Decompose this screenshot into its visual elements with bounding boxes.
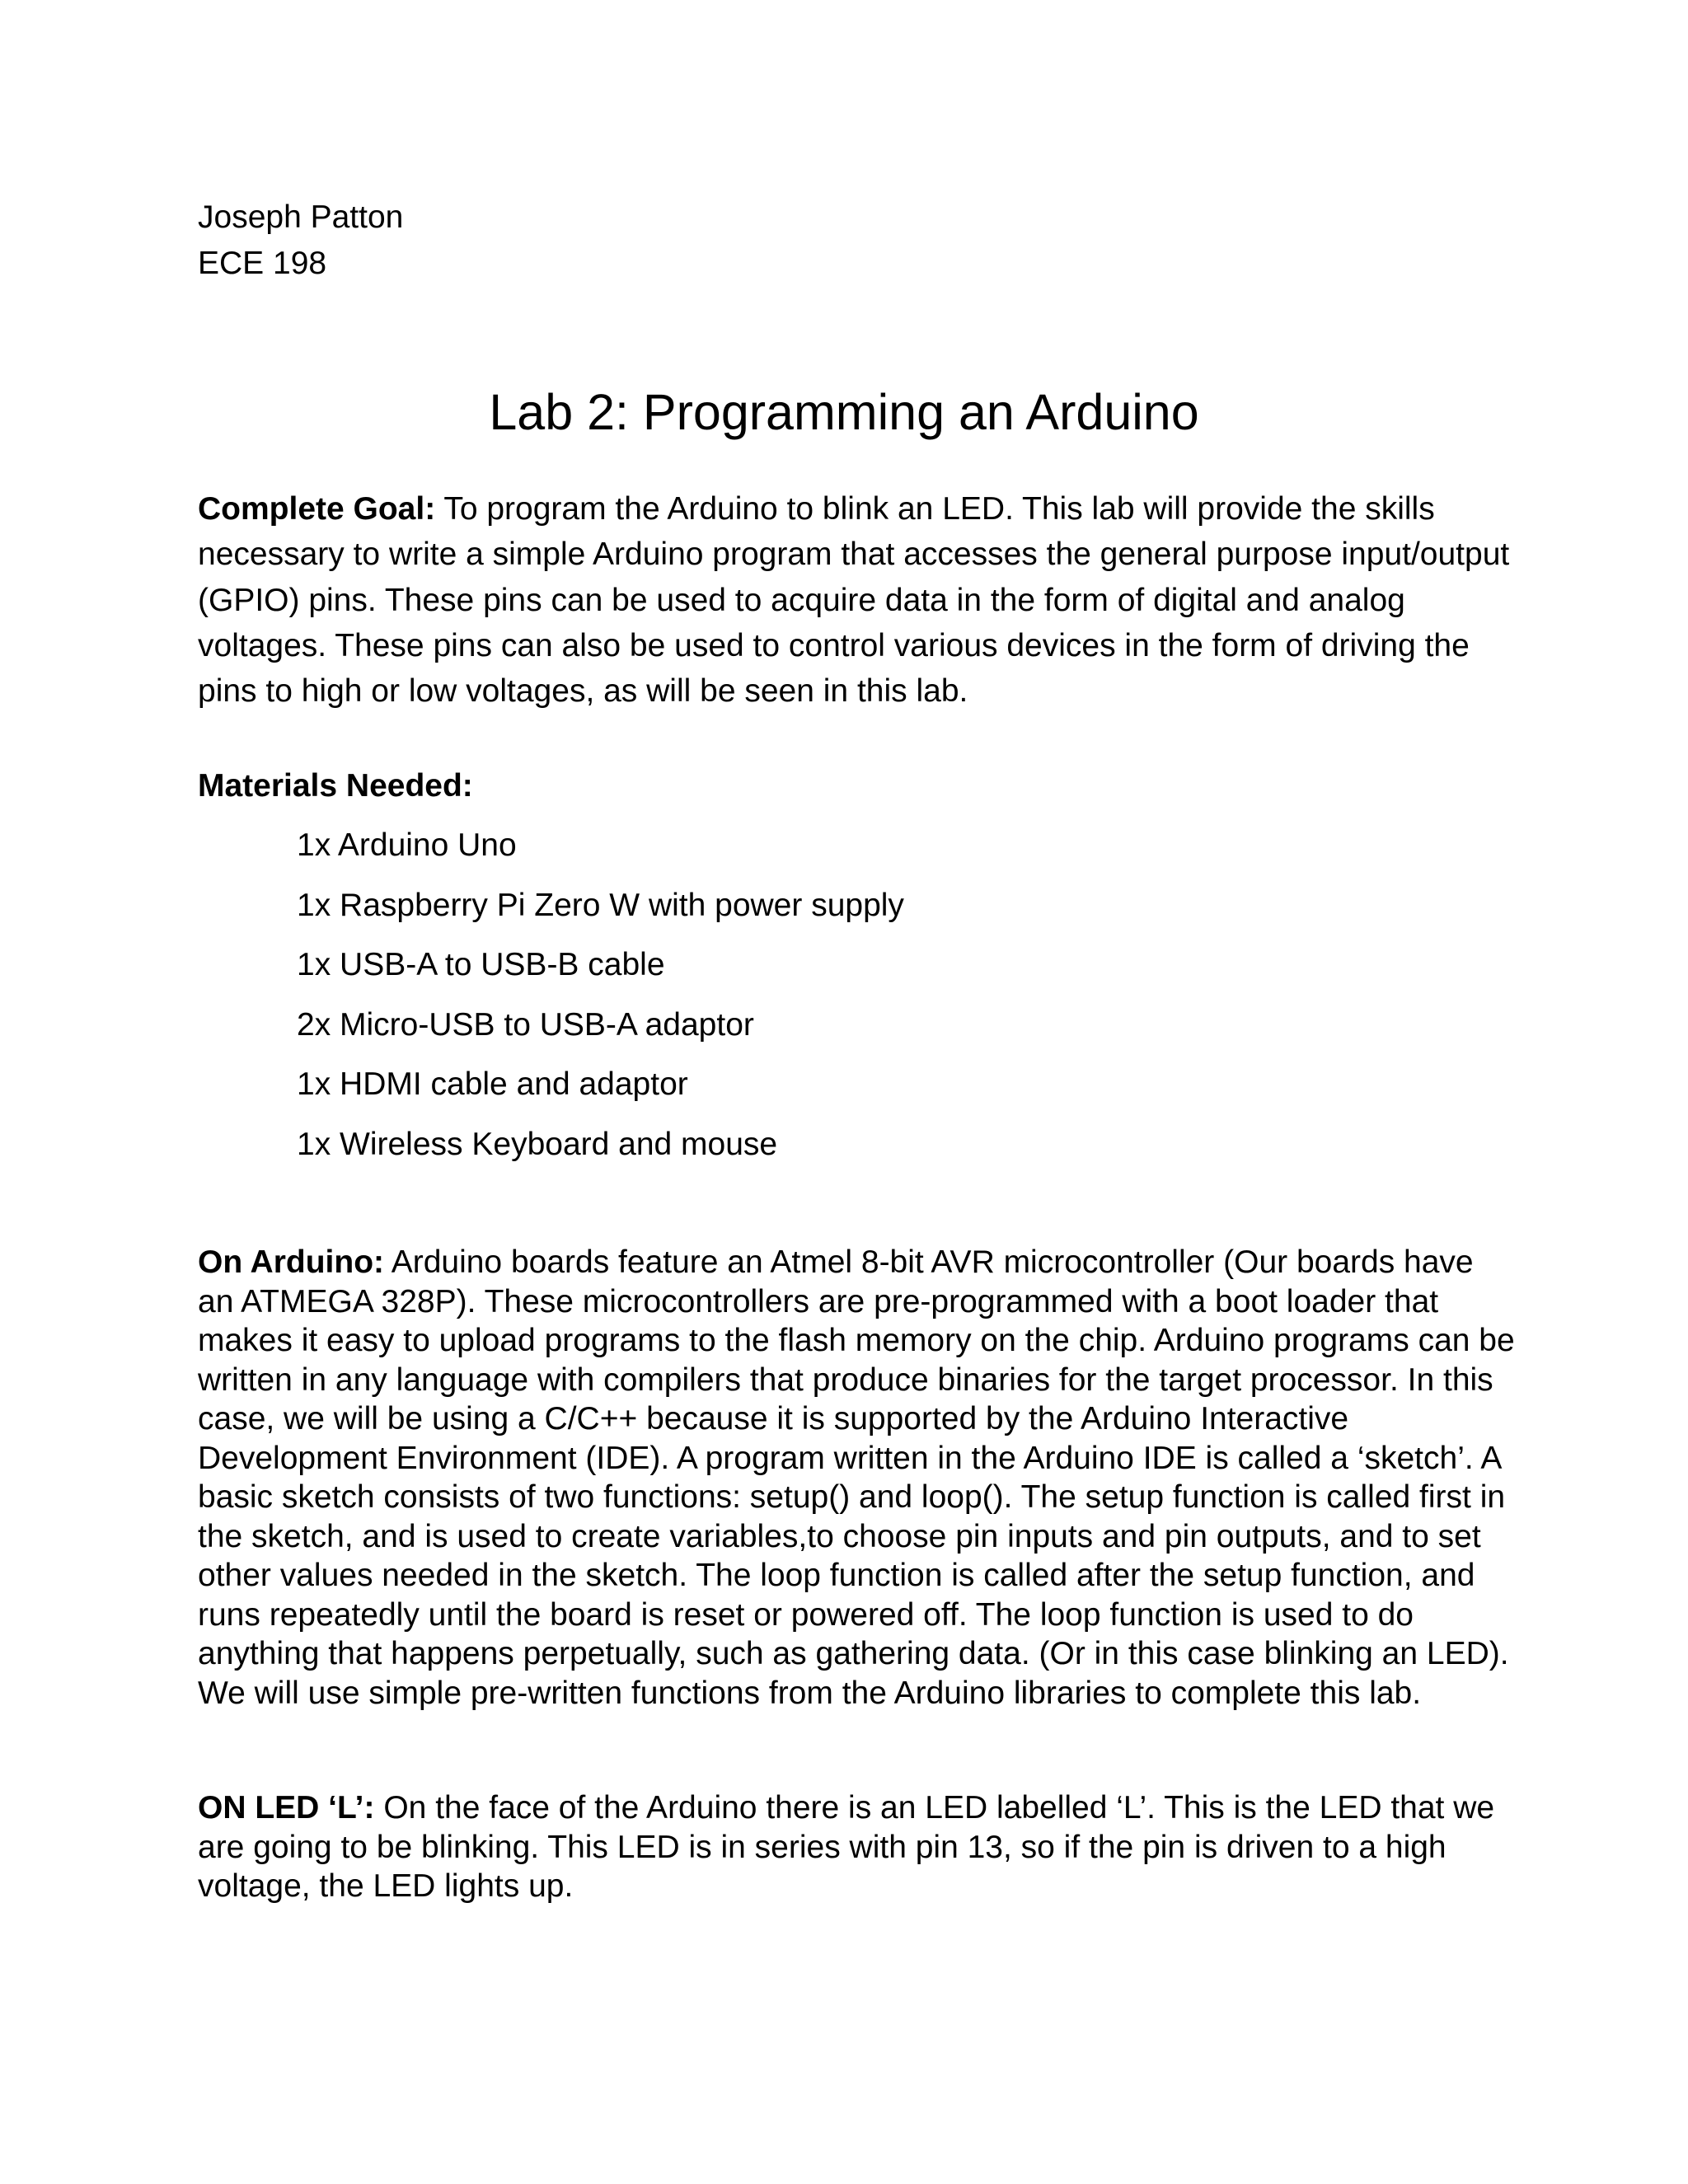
on-led-text: On the face of the Arduino there is an LED labelled ‘L’. This is the LED that we are going to be blinking. This LED is in series with pin 13, so if the pin is driven to a high voltage, the LED lights up. bbox=[198, 1790, 1495, 1904]
page-title: Lab 2: Programming an Arduino bbox=[489, 384, 1199, 440]
course-code: ECE 198 bbox=[198, 246, 327, 281]
goal-label: Complete Goal: bbox=[198, 491, 436, 527]
on-arduino-label: On Arduino: bbox=[198, 1244, 385, 1280]
author-name: Joseph Patton bbox=[198, 199, 404, 235]
on-arduino-text: Arduino boards feature an Atmel 8-bit AVR microcontroller (Our boards have an ATMEGA 328P). These microcontrollers are pre-programmed with a boot loader that makes it easy to upload programs to the flash memory on the chip. Arduino programs can be written in any language with compilers that produce binaries for the target processor. In this case, we will be using a C/C++ because it is supported by the Arduino Interactive Development Environment (IDE). A program written in the Arduino IDE is called a ‘sketch’. A basic sketch consists of two functions: setup() and loop(). The setup function is called first in the sketch, and is used to create variables,to choose pin inputs and pin outputs, and to set other values needed in the sketch. The loop function is called after the setup function, and runs repeatedly until the board is reset or powered off. The loop function is used to do anything that happens perpetually, such as gathering data. (Or in this case blinking an LED). We will use simple pre-written functions from the Arduino libraries to complete this lab. bbox=[198, 1244, 1515, 1711]
author-block bbox=[198, 194, 403, 287]
materials-heading: Materials Needed: bbox=[198, 768, 473, 804]
list-item: 1x USB-A to USB-B cable bbox=[297, 947, 665, 982]
on-arduino-paragraph bbox=[198, 1243, 1517, 1713]
on-led-paragraph bbox=[198, 1788, 1517, 1906]
list-item: 1x Wireless Keyboard and mouse bbox=[297, 1126, 778, 1162]
list-item: 1x Raspberry Pi Zero W with power supply bbox=[297, 887, 904, 923]
goal-paragraph bbox=[198, 486, 1517, 714]
goal-text: To program the Arduino to blink an LED. This lab will provide the skills necessary to write a simple Arduino program that accesses the general purpose input/output (GPIO) pins. These pins can be used to acquire data in the form of digital and analog voltages. These pins can also be used to control various devices in the form of driving the pins to high or low voltages, as will be seen in this lab. bbox=[198, 491, 1510, 710]
list-item: 2x Micro-USB to USB-A adaptor bbox=[297, 1006, 754, 1043]
materials-list bbox=[297, 823, 904, 1181]
on-led-label: ON LED ‘L’: bbox=[198, 1790, 375, 1825]
list-item: 1x Arduino Uno bbox=[297, 827, 517, 863]
list-item: 1x HDMI cable and adaptor bbox=[297, 1066, 688, 1102]
